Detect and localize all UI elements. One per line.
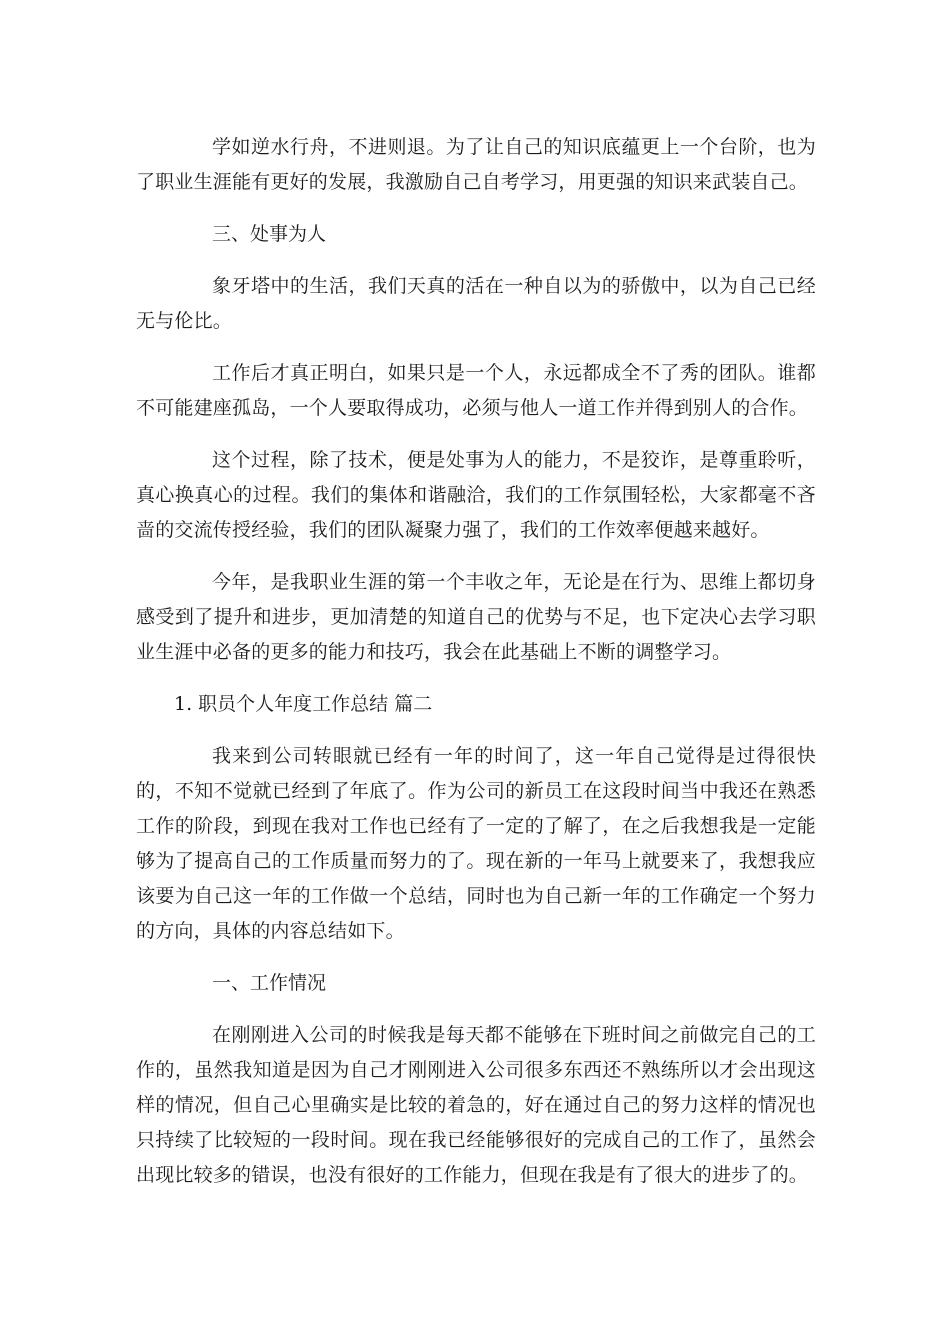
paragraph-self-study: 学如逆水行舟，不进则退。为了让自己的知识底蕴更上一个台阶，也为了职业生涯能有更好的发展，我激励自己自考学习，用更强的知识来武装自己。	[136, 136, 816, 193]
paragraph-ivory-tower: 象牙塔中的生活，我们天真的活在一种自以为的骄傲中，以为自己已经无与伦比。	[136, 275, 816, 332]
paragraph-harvest-year: 今年，是我职业生涯的第一个丰收之年，无论是在行为、思维上都切身感受到了提升和进步，更加清楚的知道自己的优势与不足，也下定决心去学习职业生涯中必备的更多的能力和技巧，我会在此基础上不断的调整学习。	[136, 571, 816, 663]
document-page	[136, 130, 816, 1210]
section-heading-conduct: 三、处事为人	[212, 223, 327, 245]
section-heading-work-status: 一、工作情况	[212, 972, 327, 994]
paragraph-one-year: 我来到公司转眼就已经有一年的时间了，这一年自己觉得是过得很快的，不知不觉就已经到了年底了。作为公司的新员工在这段时间当中我还在熟悉工作的阶段，到现在我对工作也已经有了一定的了解了，在之后我想我是一定能够为了提高自己的工作质量而努力的了。现在新的一年马上就要来了，我想我应该要为自己这一年的工作做一个总结，同时也为自己新一年的工作确定一个努力的方向，具体的内容总结如下。	[136, 745, 816, 942]
paragraph-process: 这个过程，除了技术，便是处事为人的能力，不是狡诈，是尊重聆听，真心换真心的过程。我们的集体和谐融洽，我们的工作氛围轻松，大家都毫不吝啬的交流传授经验，我们的团队凝聚力强了，我们的工作效率便越来越好。	[136, 449, 816, 541]
article-title-part-two: 1. 职员个人年度工作总结 篇二	[174, 693, 433, 715]
paragraph-work-status: 在刚刚进入公司的时候我是每天都不能够在下班时间之前做完自己的工作的，虽然我知道是因为自己才刚刚进入公司很多东西还不熟练所以才会出现这样的情况，但自己心里确实是比较的着急的，好在通过自己的努力这样的情况也只持续了比较短的一段时间。现在我已经能够很好的完成自己的工作了，虽然会出现比较多的错误，也没有很好的工作能力，但现在我是有了很大的进步了的。	[136, 1024, 816, 1186]
paragraph-teamwork: 工作后才真正明白，如果只是一个人，永远都成全不了秀的团队。谁都不可能建座孤岛，一个人要取得成功，必须与他人一道工作并得到别人的合作。	[136, 362, 816, 419]
